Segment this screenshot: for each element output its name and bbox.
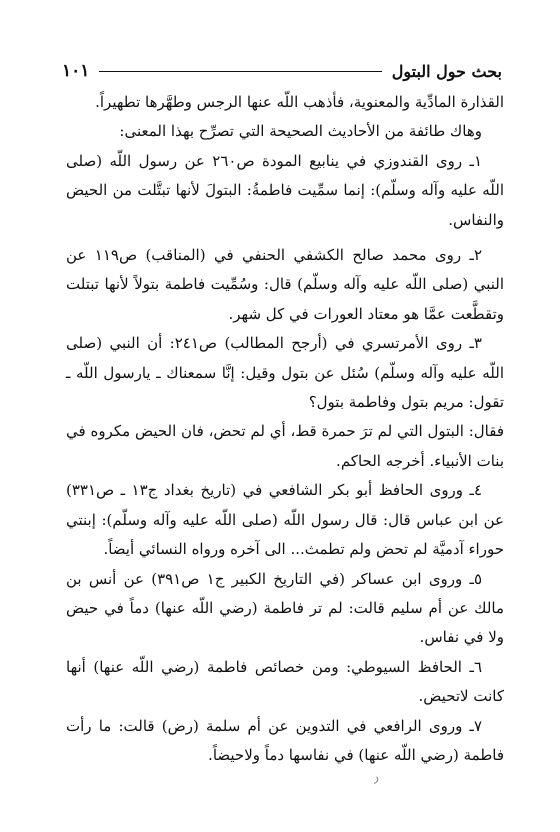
paragraph-hadith-2: ٢ـ روى محمد صالح الكشفي الحنفي في (المناقب) ص١١٩ عن النبي (صلى اللّه عليه وآله وسلّم) قال: وسُمِّيت فاطمة بتولاً لأنها تبتلت وتقطَّعت عمَّا هو معتاد العورات في كل شهر. [66, 246, 504, 323]
paragraph-hadith-4: ٤ـ وروى الحافظ أبو بكر الشافعي في (تاريخ بغداد ج١٣ ـ ص٣٣١) عن ابن عباس قال: قال رسول اللّه (صلى اللّه عليه وآله وسلّم): إبنتي حوراء آدميَّة لم تحض ولم تطمث... الى آخره ورواه النسائي أيضاً. [66, 481, 504, 559]
paragraph-hadith-6: ٦ـ الحافظ السيوطي: ومن خصائص فاطمة (رضي اللّه عنها) أنها كانت لاتحيض. [66, 657, 504, 706]
paragraph-continuation: القذارة المادِّية والمعنوية، فأذهب اللّه عنها الرجس وطهَّرها تطهيراً. [95, 93, 504, 111]
paragraph-hadith-3-answer: فقال: البتول التي لم ترَ حمرة قط، أي لم تحض، فان الحيض مكروه في بنات الأنبياء. أخرجه الحاكم. [66, 422, 504, 470]
paragraph-hadith-3: ٣ـ روى الأمرتسري في (أرجح المطالب) ص٢٤١: أن النبي (صلى اللّه عليه وآله وسلّم) سُئل عن بتول وقيل: إنَّا سمعناك ـ يارسول اللّه ـ تقول: مريم بتول وفاطمة بتول؟ [66, 334, 504, 412]
paragraph-hadith-7: ٧ـ وروى الرافعي في التدوين عن أم سلمة (رض) قالت: ما رأت فاطمة (رضي اللّه عنها) في نفاسها دماً ولاحيضاً. [66, 716, 504, 764]
running-header [62, 58, 502, 84]
header-title: بحث حول البتول [391, 61, 502, 81]
paragraph-hadith-1: ١ـ روى القندوزي في ينابيع المودة ص٢٦٠ عن رسول اللّه (صلى اللّه عليه وآله وسلّم): إنما سمِّيت فاطمةُ: البتولَ لأنها تبتَّلت من الحيض والنفاس. [66, 151, 504, 229]
page-body [66, 88, 504, 770]
header-rule [99, 71, 381, 72]
paragraph-hadith-5: ٥ـ وروى ابن عساكر (في التاريخ الكبير ج١ ص٣٩١) عن أنس بن مالك عن أم سليم قالت: لم تر فاطمة (رضي اللّه عنها) دماً في حيض ولا في نفاس. [66, 569, 504, 647]
page-mark: ﺭ [370, 768, 381, 784]
page-number: ١٠١ [62, 61, 90, 81]
paragraph-intro: وهاك طائفة من الأحاديث الصحيحة التي تصرِّح بهذا المعنى: [119, 122, 482, 141]
